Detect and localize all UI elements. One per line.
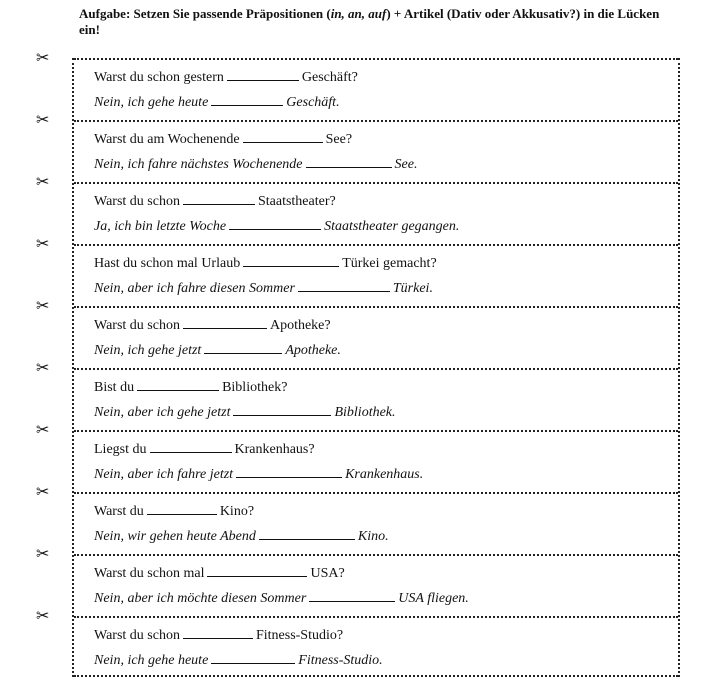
answer-line — [94, 91, 340, 111]
answer-end: Staatstheater gegangen. — [324, 219, 460, 234]
answer-line — [94, 463, 423, 483]
question-line — [94, 624, 343, 644]
question-line — [94, 500, 254, 520]
answer-blank — [227, 66, 299, 81]
answer-blank — [207, 562, 307, 577]
answer-blank — [233, 401, 331, 416]
answer-end: Kino. — [357, 529, 389, 544]
question-line — [94, 376, 287, 396]
task-prefix: Aufgabe: Setzen Sie passende Präpositionen ( — [79, 6, 331, 21]
answer-blank — [298, 277, 390, 292]
question-start: Warst du am Wochenende — [94, 132, 240, 147]
question-end: See? — [325, 132, 353, 147]
exercise-card — [74, 182, 678, 244]
question-end: Krankenhaus? — [234, 442, 315, 457]
answer-line — [94, 587, 469, 607]
answer-start: Nein, ich fahre nächstes Wochenende — [94, 157, 303, 172]
answer-start: Nein, aber ich fahre diesen Sommer — [94, 281, 295, 296]
answer-blank — [147, 500, 217, 515]
scissors-icon: ✂ — [36, 420, 50, 439]
scissors-icon: ✂ — [36, 110, 50, 129]
answer-end: Geschäft. — [286, 95, 340, 110]
answer-end: See. — [394, 157, 418, 172]
exercise-card — [74, 554, 678, 616]
answer-start: Nein, aber ich möchte diesen Sommer — [94, 591, 307, 606]
exercise-card — [74, 244, 678, 306]
exercise-card — [74, 492, 678, 554]
answer-blank — [259, 525, 355, 540]
question-line — [94, 66, 358, 86]
question-start: Warst du schon gestern — [94, 70, 224, 85]
question-end: Geschäft? — [301, 70, 358, 85]
question-end: Staatstheater? — [257, 194, 336, 209]
question-start: Warst du — [94, 504, 144, 519]
answer-line — [94, 339, 341, 359]
answer-start: Nein, aber ich fahre jetzt — [94, 467, 234, 482]
answer-line — [94, 277, 433, 297]
answer-line — [94, 215, 459, 235]
answer-start: Nein, wir gehen heute Abend — [94, 529, 256, 544]
question-line — [94, 252, 437, 272]
question-start: Bist du — [94, 380, 135, 395]
scissors-icon: ✂ — [36, 482, 50, 501]
question-end: Apotheke? — [269, 318, 331, 333]
answer-end: USA fliegen. — [398, 591, 469, 606]
question-line — [94, 190, 336, 210]
scissors-icon: ✂ — [36, 172, 50, 191]
task-instruction — [79, 6, 679, 38]
scissors-icon: ✂ — [36, 358, 50, 377]
answer-blank — [211, 649, 295, 664]
exercise-card — [74, 430, 678, 492]
question-start: Liegst du — [94, 442, 147, 457]
question-start: Warst du schon mal — [94, 566, 205, 581]
answer-blank — [150, 438, 232, 453]
answer-start: Ja, ich bin letzte Woche — [94, 219, 227, 234]
exercise-card — [74, 58, 678, 120]
answer-blank — [236, 463, 342, 478]
answer-end: Apotheke. — [285, 343, 341, 358]
answer-end: Fitness-Studio. — [298, 653, 383, 668]
answer-end: Krankenhaus. — [345, 467, 424, 482]
question-start: Hast du schon mal Urlaub — [94, 256, 241, 271]
answer-blank — [137, 376, 219, 391]
answer-line — [94, 401, 396, 421]
answer-blank — [183, 624, 253, 639]
question-line — [94, 562, 345, 582]
exercise-card — [74, 368, 678, 430]
answer-blank — [204, 339, 282, 354]
answer-start: Nein, ich gehe jetzt — [94, 343, 202, 358]
question-start: Warst du schon — [94, 194, 180, 209]
scissors-icon: ✂ — [36, 48, 50, 67]
answer-blank — [183, 314, 267, 329]
answer-blank — [211, 91, 283, 106]
question-start: Warst du schon — [94, 318, 180, 333]
task-prepositions: in, an, auf — [330, 6, 387, 21]
question-end: Türkei gemacht? — [342, 256, 437, 271]
answer-blank — [243, 128, 323, 143]
answer-start: Nein, ich gehe heute — [94, 95, 209, 110]
task-suffix: ) + Artikel (Dativ oder Akkusativ?) in die Lücken ein! — [79, 6, 660, 37]
answer-start: Nein, aber ich gehe jetzt — [94, 405, 231, 420]
answer-blank — [306, 153, 392, 168]
exercise-card — [74, 120, 678, 182]
scissors-icon: ✂ — [36, 606, 50, 625]
answer-line — [94, 525, 389, 545]
question-start: Warst du schon — [94, 628, 180, 643]
answer-line — [94, 649, 383, 669]
question-end: Kino? — [219, 504, 255, 519]
exercise-card — [74, 306, 678, 368]
question-end: USA? — [310, 566, 345, 581]
answer-start: Nein, ich gehe heute — [94, 653, 209, 668]
exercise-card — [74, 616, 678, 678]
question-line — [94, 438, 315, 458]
question-line — [94, 128, 352, 148]
answer-blank — [183, 190, 255, 205]
answer-blank — [243, 252, 339, 267]
question-end: Fitness-Studio? — [255, 628, 344, 643]
answer-end: Bibliothek. — [334, 405, 396, 420]
answer-end: Türkei. — [392, 281, 433, 296]
question-end: Bibliothek? — [222, 380, 288, 395]
scissors-icon: ✂ — [36, 544, 50, 563]
scissors-icon: ✂ — [36, 234, 50, 253]
question-line — [94, 314, 331, 334]
scissors-icon: ✂ — [36, 296, 50, 315]
exercise-sheet — [72, 58, 680, 677]
answer-blank — [309, 587, 395, 602]
answer-line — [94, 153, 417, 173]
answer-blank — [229, 215, 321, 230]
